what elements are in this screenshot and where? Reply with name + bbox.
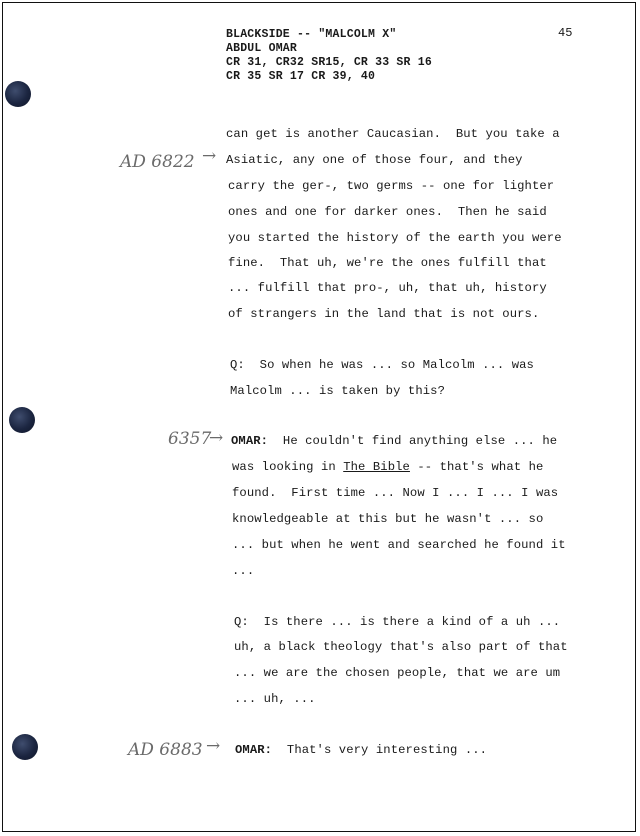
- transcript-line: knowledgeable at this but he wasn't ... so: [232, 512, 544, 526]
- transcript-line: carry the ger-, two germs -- one for lighter: [228, 179, 555, 193]
- transcript-line: Q: Is there ... is there a kind of a uh ...: [234, 615, 561, 629]
- arrow-icon: →: [202, 146, 217, 166]
- speaker-label: OMAR:: [235, 743, 273, 757]
- transcript-line: ... fulfill that pro-, uh, that uh, history: [228, 281, 547, 295]
- transcript-line: [235, 743, 487, 757]
- transcript-line: found. First time ... Now I ... I ... I was: [232, 486, 559, 500]
- transcript-line: ... we are the chosen people, that we are um: [234, 666, 561, 680]
- page-number: 45: [558, 26, 573, 40]
- arrow-icon: →: [206, 736, 221, 756]
- transcript-line: [232, 460, 543, 474]
- arrow-icon: →: [209, 428, 224, 448]
- answer-text: -- that's what he: [409, 460, 544, 474]
- book-title: The Bible: [343, 460, 410, 474]
- header-interviewee: ABDUL OMAR: [226, 42, 298, 55]
- transcript-line: uh, a black theology that's also part of that: [234, 640, 568, 654]
- answer-text: He couldn't find anything else ... he: [268, 434, 558, 448]
- handwritten-timecode: AD 6883: [128, 740, 203, 760]
- punch-hole: [9, 407, 35, 433]
- header-rolls: CR 35 SR 17 CR 39, 40: [226, 70, 376, 83]
- answer-text: That's very interesting ...: [272, 743, 488, 757]
- transcript-line: you started the history of the earth you were: [228, 231, 562, 245]
- transcript-line: ... but when he went and searched he found it: [232, 538, 566, 552]
- answer-text: was looking in: [232, 460, 344, 474]
- transcript-line: fine. That uh, we're the ones fulfill that: [228, 256, 547, 270]
- transcript-line: can get is another Caucasian. But you take a: [226, 127, 560, 141]
- transcript-line: Malcolm ... is taken by this?: [230, 384, 445, 398]
- transcript-line: [231, 434, 557, 448]
- transcript-line: Q: So when he was ... so Malcolm ... was: [230, 358, 534, 372]
- transcript-line: Asiatic, any one of those four, and they: [226, 153, 523, 167]
- transcript-line: ... uh, ...: [234, 692, 316, 706]
- punch-hole: [12, 734, 38, 760]
- handwritten-timecode: AD 6822: [120, 152, 195, 172]
- transcript-line: ...: [232, 564, 255, 578]
- transcript-line: ones and one for darker ones. Then he said: [228, 205, 547, 219]
- transcript-line: of strangers in the land that is not ours.: [228, 307, 540, 321]
- punch-hole: [5, 81, 31, 107]
- speaker-label: OMAR:: [231, 434, 269, 448]
- header-rolls: CR 31, CR32 SR15, CR 33 SR 16: [226, 56, 432, 69]
- header-title: BLACKSIDE -- "MALCOLM X": [226, 28, 397, 41]
- handwritten-timecode: 6357: [168, 429, 212, 449]
